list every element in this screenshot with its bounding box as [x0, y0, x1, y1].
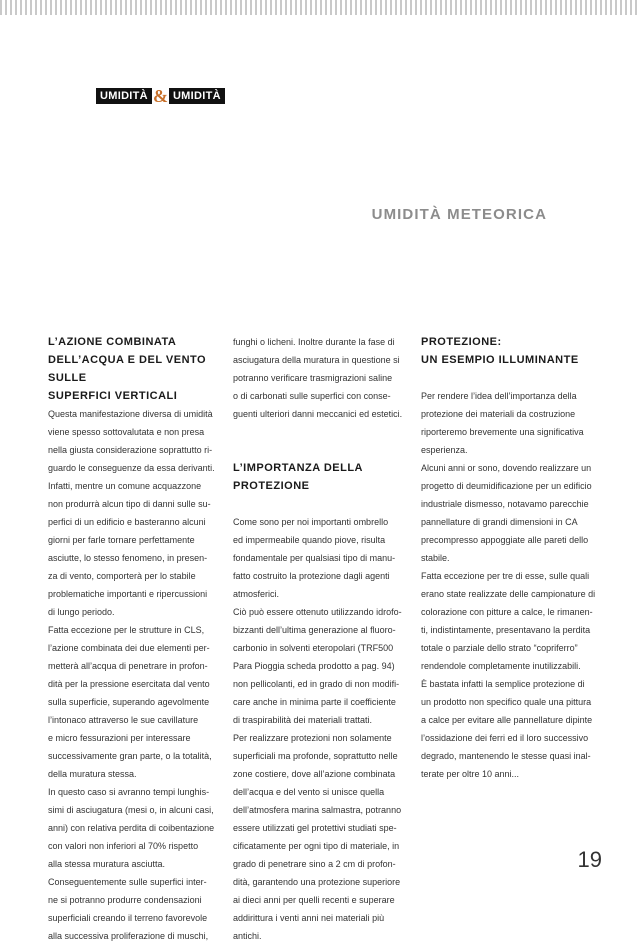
body-line: Per realizzare protezioni non solamente — [233, 733, 392, 743]
body-line: Para Pioggia scheda prodotto a pag. 94) — [233, 661, 395, 671]
body-line: superficiali creando il terreno favorevole — [48, 913, 208, 923]
heading-line: PROTEZIONE — [233, 480, 310, 492]
body-line: ed impermeabile quando piove, risulta — [233, 535, 386, 545]
body-line: potranno verificare trasmigrazioni saline — [233, 373, 393, 383]
body-line: l’azione combinata dei due elementi per- — [48, 643, 210, 653]
column-3-body — [421, 387, 603, 783]
body-line: sulla superficie, superando agevolmente — [48, 697, 210, 707]
body-line: non produrrà alcun tipo di danni sulle su- — [48, 499, 211, 509]
body-line: funghi o licheni. Inoltre durante la fase di — [233, 337, 395, 347]
spacer — [233, 423, 411, 441]
heading-line: DELL’ACQUA E DEL VENTO SULLE — [48, 354, 207, 384]
column-2-intro — [233, 333, 411, 423]
body-line: totale o parziale dello strato “copriferro” — [421, 643, 578, 653]
body-line: successivamente gran parte, o la totalità, — [48, 751, 212, 761]
body-line: asciutte, lo stesso fenomeno, in presen- — [48, 553, 208, 563]
body-line: carbonio in solventi eteropolari (TRF500 — [233, 643, 394, 653]
body-line: erano state realizzate delle campionature di — [421, 589, 596, 599]
heading-line: UN ESEMPIO ILLUMINANTE — [421, 354, 579, 366]
body-line: ti, indistintamente, presentavano la perdita — [421, 625, 591, 635]
body-line: fondamentale per qualsiasi tipo di manu- — [233, 553, 396, 563]
heading-line: PROTEZIONE: — [421, 336, 502, 348]
body-line: con valori non inferiori al 70% rispetto — [48, 841, 199, 851]
body-line: di lungo periodo. — [48, 607, 115, 617]
body-line: o di carbonati sulle superfici con conse- — [233, 391, 391, 401]
body-line: Infatti, mentre un comune acquazzone — [48, 481, 202, 491]
logo-word-right: UMIDITÀ — [169, 88, 225, 104]
body-line: rendendole completamente inutilizzabili. — [421, 661, 581, 671]
body-line: giorni per farle tornare perfettamente — [48, 535, 195, 545]
brand-logo — [96, 87, 225, 104]
text-column-3 — [421, 333, 603, 783]
body-line: viene spesso sottovalutata e non presa — [48, 427, 205, 437]
body-line: l’ossidazione dei ferri ed il loro successivo — [421, 733, 589, 743]
body-line: metterà all’acqua di penetrare in profon- — [48, 661, 208, 671]
body-line: alla stessa muratura asciutta. — [48, 859, 166, 869]
body-line: a calce per evitare alle pannellature dipinte — [421, 715, 593, 725]
body-line: za di vento, comporterà per lo stabile — [48, 571, 196, 581]
text-column-2 — [233, 333, 411, 945]
column-2-heading — [233, 459, 411, 495]
body-line: dità, garantendo una protezione superiore — [233, 877, 401, 887]
page-number: 19 — [577, 847, 602, 872]
body-line: zone costiere, dove all’azione combinata — [233, 769, 396, 779]
column-1-body — [48, 405, 224, 945]
body-line: essere utilizzati gel protettivi studiati spe- — [233, 823, 397, 833]
body-line: simi di asciugatura (mesi o, in alcuni casi, — [48, 805, 214, 815]
body-line: colorazione con pitture a calce, le rimanen- — [421, 607, 593, 617]
body-line: dell’acqua e del vento si unisce quella — [233, 787, 385, 797]
body-line: riporteremo brevemente una significativa — [421, 427, 584, 437]
logo-ampersand: & — [152, 85, 168, 106]
heading-line: L’IMPORTANZA DELLA — [233, 462, 363, 474]
body-line: degrado, mantenendo le stesse quasi inal- — [421, 751, 591, 761]
body-line: Fatta eccezione per le strutture in CLS, — [48, 625, 205, 635]
decorative-top-strip — [0, 0, 638, 15]
body-line: problematiche importanti e ripercussioni — [48, 589, 208, 599]
body-line: ai dieci anni per quelli recenti e superare — [233, 895, 395, 905]
section-title: UMIDITÀ METEORICA — [371, 206, 547, 223]
column-2-body — [233, 513, 411, 945]
body-line: care anche in minima parte il coefficiente — [233, 697, 396, 707]
body-line: della muratura stessa. — [48, 769, 137, 779]
body-line: fatto costruito la protezione dagli agenti — [233, 571, 390, 581]
body-line: antichi. — [233, 931, 262, 941]
body-line: terate per oltre 10 anni... — [421, 769, 520, 779]
body-line: pannellature di grandi dimensioni in CA — [421, 517, 578, 527]
logo-word-left: UMIDITÀ — [96, 88, 152, 104]
body-line: un prodotto non specifico quale una pittura — [421, 697, 592, 707]
body-line: Come sono per noi importanti ombrello — [233, 517, 389, 527]
heading-line: L’AZIONE COMBINATA — [48, 336, 177, 348]
body-line: protezione dei materiali da costruzione — [421, 409, 576, 419]
body-line: Questa manifestazione diversa di umidità — [48, 409, 213, 419]
body-line: Fatta eccezione per tre di esse, sulle quali — [421, 571, 590, 581]
body-line: bizzanti dell’ultima generazione al fluoro- — [233, 625, 396, 635]
body-line: stabile. — [421, 553, 450, 563]
body-line: dell’atmosfera marina salmastra, potranno — [233, 805, 402, 815]
body-line: Conseguentemente sulle superfici inter- — [48, 877, 207, 887]
body-line: atmosferici. — [233, 589, 280, 599]
body-line: guenti ulteriori danni meccanici ed estetici. — [233, 409, 403, 419]
body-line: È bastata infatti la semplice protezione di — [421, 679, 585, 689]
body-line: nella giusta considerazione soprattutto ri- — [48, 445, 213, 455]
spacer — [421, 369, 603, 387]
body-line: Alcuni anni or sono, dovendo realizzare un — [421, 463, 592, 473]
body-line: anni) con relativa perdita di coibentazione — [48, 823, 215, 833]
body-line: dità per la pressione esercitata dal vento — [48, 679, 210, 689]
body-line: addirittura i venti anni nei materiali più — [233, 913, 385, 923]
body-line: esperienza. — [421, 445, 468, 455]
body-line: guardo le conseguenze da essa derivanti. — [48, 463, 215, 473]
column-3-heading — [421, 333, 603, 369]
body-line: progetto di deumidificazione per un edificio — [421, 481, 592, 491]
body-line: di traspirabilità dei materiali trattati. — [233, 715, 373, 725]
text-column-1 — [48, 333, 224, 945]
body-line: grado di penetrare sino a 2 cm di profon- — [233, 859, 396, 869]
heading-line: SUPERFICI VERTICALI — [48, 390, 178, 402]
body-line: alla successiva proliferazione di muschi, — [48, 931, 209, 941]
body-line: Per rendere l’idea dell’importanza della — [421, 391, 577, 401]
spacer — [233, 441, 411, 459]
body-line: superficiali ma profonde, soprattutto nelle — [233, 751, 398, 761]
body-line: In questo caso si avranno tempi lunghis- — [48, 787, 210, 797]
body-line: ne si potranno produrre condensazioni — [48, 895, 202, 905]
body-line: precompresso appoggiate alle pareti dello — [421, 535, 589, 545]
body-line: e micro fessurazioni per interessare — [48, 733, 191, 743]
body-line: non pellicolanti, ed in grado di non modifi- — [233, 679, 400, 689]
body-line: cificatamente per ogni tipo di materiale, in — [233, 841, 400, 851]
body-line: asciugatura della muratura in questione si — [233, 355, 400, 365]
body-line: industriale dismesso, notavamo parecchie — [421, 499, 589, 509]
column-1-heading — [48, 333, 224, 405]
body-line: l’intonaco attraverso le sue cavillature — [48, 715, 199, 725]
body-line: Ciò può essere ottenuto utilizzando idrofo- — [233, 607, 402, 617]
body-line: perfici di un edificio e basteranno alcuni — [48, 517, 206, 527]
spacer — [233, 495, 411, 513]
